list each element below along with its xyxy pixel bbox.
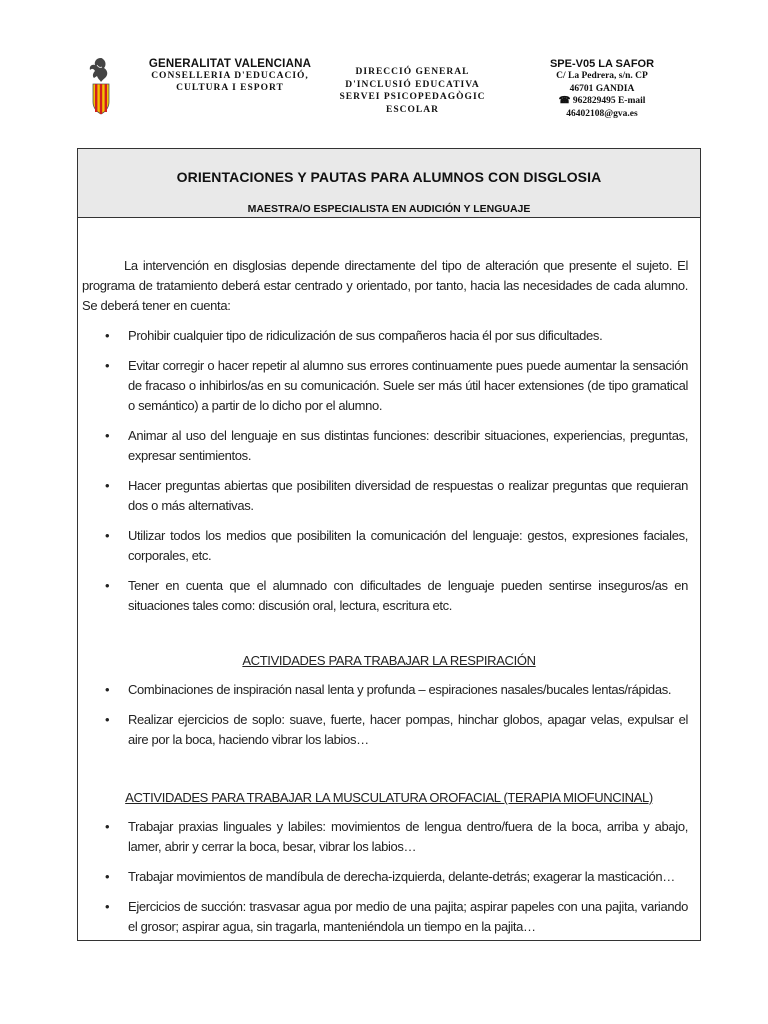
list-item [78, 867, 688, 887]
list-item [78, 710, 688, 750]
direction-line-4: ESCOLAR [386, 104, 439, 115]
list-item [78, 680, 688, 700]
list-item-text: Utilizar todos los medios que posibiliten la comunicación del lenguaje: gestos, expresiones faciales, corporales, etc. [128, 528, 688, 563]
phone-line: ☎ 962829495 E-mail [558, 96, 646, 107]
bullet-icon: • [105, 869, 110, 884]
direction-line-2: D'INCLUSIÓ EDUCATIVA [345, 79, 480, 90]
bullet-icon: • [105, 712, 110, 727]
breathing-section-heading: ACTIVIDADES PARA TRABAJAR LA RESPIRACIÓN [242, 653, 536, 668]
list-item-text: Trabajar praxias linguales y labiles: movimientos de lengua dentro/fuera de la boca, arriba y abajo, lamer, abrir y cerrar la boca, besar, vibrar los labios… [128, 819, 688, 854]
bullet-icon: • [105, 358, 110, 373]
address-line: C/ La Pedrera, s/n. CP [556, 71, 648, 82]
header-direction [335, 66, 490, 116]
bullet-icon: • [105, 478, 110, 493]
service-code: SPE-V05 LA SAFOR [549, 58, 655, 70]
list-item-text: Combinaciones de inspiración nasal lenta y profunda – espiraciones nasales/bucales lentas/rápidas. [128, 682, 672, 697]
bullet-icon: • [105, 428, 110, 443]
list-item-text: Tener en cuenta que el alumnado con dificultades de lenguaje pueden sentirse inseguros/as en situaciones tales como: discusión oral, lectura, escritura etc. [128, 578, 688, 613]
conselleria-line-1: CONSELLERIA D'EDUCACIÓ, [151, 71, 309, 81]
bullet-icon: • [105, 899, 110, 914]
intro-paragraph: La intervención en disglosias depende directamente del tipo de alteración que presente el sujeto. El programa de tratamiento deberá estar centrado y orientado, por tanto, hacia las necesidades de cada alumno. Se deberá tener en cuenta: [82, 258, 688, 313]
orofacial-section-heading: ACTIVIDADES PARA TRABAJAR LA MUSCULATURA OROFACIAL (TERAPIA MIOFUNCINAL) [125, 790, 653, 805]
list-item [78, 356, 688, 416]
list-item-text: Trabajar movimientos de mandíbula de derecha-izquierda, delante-detrás; exagerar la masticación… [128, 869, 675, 884]
list-item [78, 897, 688, 937]
list-item-text: Animar al uso del lenguaje en sus distintas funciones: describir situaciones, experiencias, preguntas, expresar sentimientos. [128, 428, 688, 463]
bullet-icon: • [105, 328, 110, 343]
direction-line-1: DIRECCIÓ GENERAL [355, 67, 470, 77]
list-item-text: Prohibir cualquier tipo de ridiculización de sus compañeros hacia él por sus dificultades. [128, 328, 603, 343]
list-item [78, 576, 688, 616]
document-subtitle: MAESTRA/O ESPECIALISTA EN AUDICIÓN Y LENGUAJE [247, 203, 531, 215]
list-item [78, 426, 688, 466]
list-item-text: Realizar ejercicios de soplo: suave, fuerte, hacer pompas, hinchar globos, apagar velas, expulsar el aire por la boca, haciendo vibrar los labios… [128, 712, 688, 747]
bullet-icon: • [105, 528, 110, 543]
list-item [78, 326, 688, 346]
general-guidelines-list [78, 326, 688, 616]
city-line: 46701 GANDIA [569, 83, 635, 94]
bullet-icon: • [105, 682, 110, 697]
conselleria-line-2: CULTURA I ESPORT [176, 83, 284, 93]
generalitat-title: GENERALITAT VALENCIANA [148, 58, 312, 70]
email-line: 46402108@gva.es [566, 108, 638, 119]
orofacial-activities-list [78, 817, 688, 937]
bullet-icon: • [105, 578, 110, 593]
header-contact [537, 58, 667, 120]
document-box [77, 148, 701, 941]
list-item [78, 526, 688, 566]
list-item-text: Evitar corregir o hacer repetir al alumno sus errores continuamente pues puede aumentar la sensación de fracaso o inhibirlos/as en su comunicación. Suele ser más útil hacer extensiones (de tipo gramatical o semántico) a partir de lo dicho por el alumno. [128, 358, 688, 413]
direction-line-3: SERVEI PSICOPEDAGÒGIC [339, 92, 486, 102]
document-title: ORIENTACIONES Y PAUTAS PARA ALUMNOS CON DISGLOSIA [176, 169, 602, 185]
header-institution [130, 58, 330, 94]
breathing-activities-list [78, 680, 688, 750]
generalitat-bat-shield-icon [86, 56, 116, 118]
title-banner [78, 149, 700, 218]
list-item-text: Ejercicios de succión: trasvasar agua por medio de una pajita; aspirar papeles con una pajita, variando el grosor; aspirar agua, sin tragarla, manteniéndola un tiempo en la pajita… [128, 899, 688, 934]
document-body [78, 218, 700, 940]
list-item-text: Hacer preguntas abiertas que posibiliten diversidad de respuestas o realizar preguntas que requieran dos o más alternativas. [128, 478, 688, 513]
bullet-icon: • [105, 819, 110, 834]
list-item [78, 817, 688, 857]
list-item [78, 476, 688, 516]
